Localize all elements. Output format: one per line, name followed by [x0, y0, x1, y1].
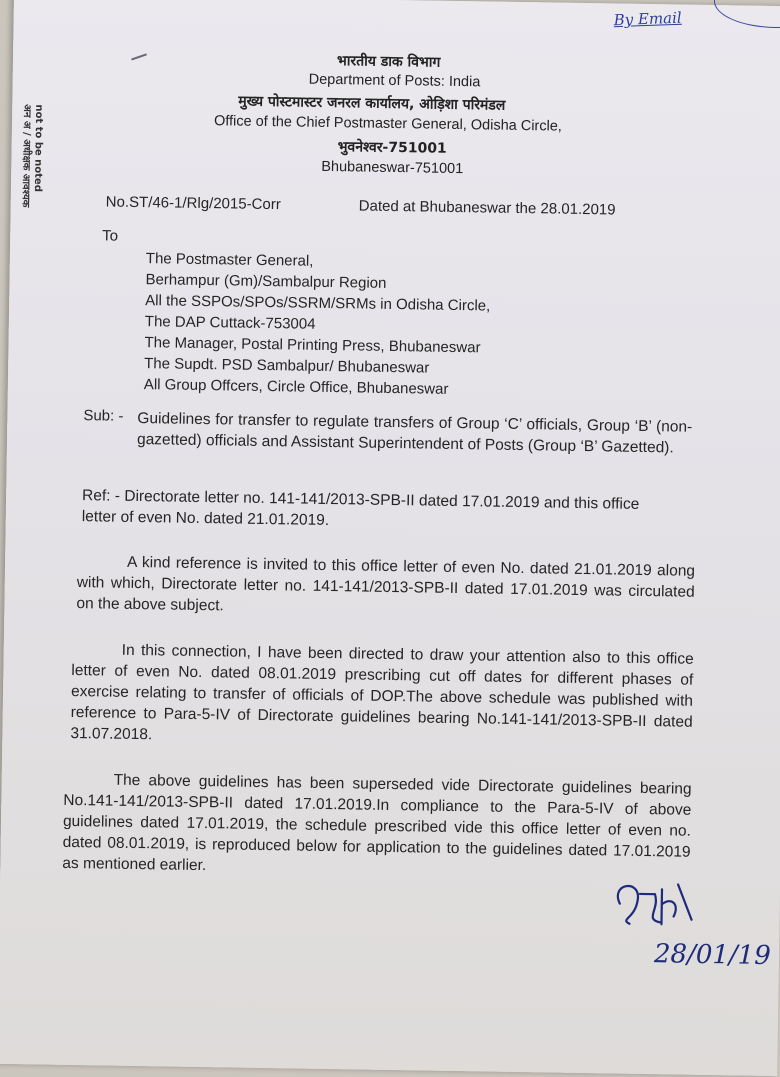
margin-stamp-hindi: अन अ / अधीक्षक आवश्यक — [19, 104, 33, 208]
by-email-note: By Email — [613, 8, 682, 30]
reference-text: Ref: - Directorate letter no. 141-141/2013-SPB-II dated 17.01.2019 and this office letter of even No. dated 21.01.2019. — [81, 487, 640, 530]
body-paragraph-2 — [70, 639, 694, 754]
recipient-line: All Group Offcers, Circle Office, Bhubaneswar — [143, 376, 449, 398]
recipient-line: All the SSPOs/SPOs/SSRM/SRMs in Odisha Circle, — [145, 292, 491, 315]
letter-number: No.ST/46-1/Rlg/2015-Corr — [105, 193, 281, 214]
office-name: Office of the Chief Postmaster General, Odisha Circle, — [213, 113, 563, 135]
ink-circle-mark — [714, 0, 780, 29]
body-paragraph-1 — [76, 551, 695, 624]
paragraph-text: The above guidelines has been superseded vide Directorate guidelines bearing No.141-141/2013-SPB-II dated 17.01.2019.In compliance to the Para-5-IV of above guidelines dated 17.01.2019, the schedule prescribed vide this office letter of even no. dated 08.01.2019, is reproduced below for application to the guidelines dated 17.01.2019 as mentioned earlier. — [62, 771, 692, 875]
handwritten-signature — [599, 873, 780, 986]
letter-date: Dated at Bhubaneswar the 28.01.2019 — [358, 197, 616, 219]
paragraph-text: A kind reference is invited to this office letter of even No. dated 21.01.2019 along with which, Directorate letter no. 141-141/2013-SPB-II dated 17.01.2019 was circulated on the above subject. — [76, 553, 696, 615]
recipient-line: The Supdt. PSD Sambalpur/ Bhubaneswar — [144, 355, 430, 377]
hindi-office-name: मुख्य पोस्टमास्टर जनरल कार्यालय, ओड़िशा परिमंडल — [238, 93, 506, 114]
signature-date: 28/01/19 — [653, 939, 771, 972]
to-label: To — [102, 227, 119, 245]
recipient-line: Berhampur (Gm)/Sambalpur Region — [145, 271, 387, 292]
recipient-line: The DAP Cuttack-753004 — [144, 313, 316, 333]
recipient-line: The Postmaster General, — [145, 250, 314, 270]
body-paragraph-3 — [62, 769, 692, 884]
department-name: Department of Posts: India — [308, 71, 481, 91]
paragraph-text: In this connection, I have been directed to draw your attention also to this office letter of even No. dated 08.01.2019 prescribing cut off dates for different phases of exercise relating to transfer of officials of DOP.The above schedule was published with reference to Para-5-IV of Directorate guidelines bearing No.141-141/2013-SPB-II dated 31.07.2018. — [70, 641, 694, 744]
margin-stamp — [0, 103, 45, 208]
hindi-department: भारतीय डाक विभाग — [336, 53, 441, 71]
pen-mark — [131, 53, 147, 60]
city-pin: Bhubaneswar-751001 — [321, 158, 464, 178]
subject-text: Guidelines for transfer to regulate transfers of Group ‘C’ officials, Group ‘B’ (non-gazetted) officials and Assistant Superintendent of Posts (Group ‘B’ Gazetted). — [136, 409, 693, 457]
margin-stamp-english: not to be noted — [31, 104, 45, 192]
hindi-city: भुवनेश्वर-751001 — [337, 139, 447, 157]
recipient-line: The Manager, Postal Printing Press, Bhubaneswar — [144, 334, 481, 357]
subject-label: Sub: - — [83, 407, 124, 425]
